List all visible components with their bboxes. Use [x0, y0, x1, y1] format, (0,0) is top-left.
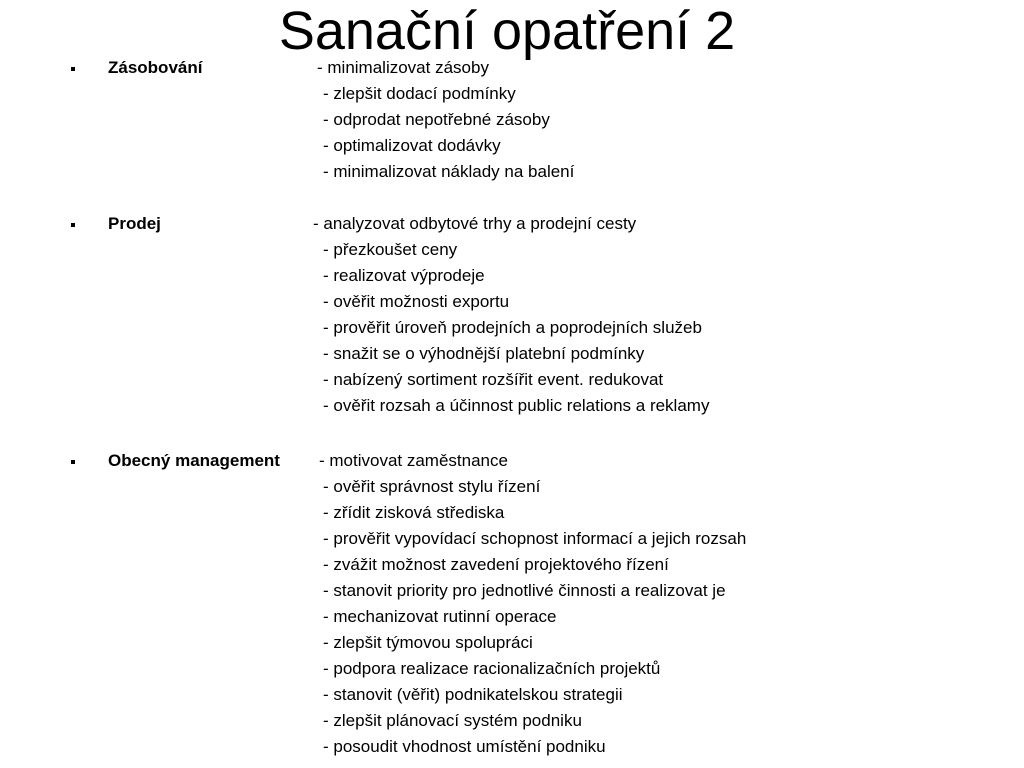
- list-item: - zřídit zisková střediska: [323, 503, 505, 522]
- bullet-icon: [71, 460, 75, 464]
- bullet-icon: [71, 223, 75, 227]
- list-item: - minimalizovat zásoby: [317, 58, 489, 77]
- list-item: - nabízený sortiment rozšířit event. redukovat: [323, 370, 664, 389]
- slide-title: Sanační opatření 2: [278, 1, 736, 61]
- bullet-icon: [71, 67, 75, 71]
- list-item: - podpora realizace racionalizačních projektů: [323, 659, 661, 678]
- list-item: - snažit se o výhodnější platební podmínky: [323, 344, 645, 363]
- list-item: - stanovit priority pro jednotlivé činnosti a realizovat je: [323, 581, 726, 600]
- list-item: - stanovit (věřit) podnikatelskou strategii: [323, 685, 623, 704]
- list-item: - zlepšit plánovací systém podniku: [323, 711, 582, 730]
- list-item: - ověřit správnost stylu řízení: [323, 477, 541, 496]
- list-item: - prověřit vypovídací schopnost informací a jejich rozsah: [323, 529, 747, 548]
- list-item: - zlepšit týmovou spolupráci: [323, 633, 533, 652]
- list-item: - mechanizovat rutinní operace: [323, 607, 557, 626]
- list-item: - motivovat zaměstnance: [319, 451, 508, 470]
- list-item: - přezkoušet ceny: [323, 240, 458, 259]
- list-item: - minimalizovat náklady na balení: [323, 162, 575, 181]
- list-item: - analyzovat odbytové trhy a prodejní cesty: [313, 214, 637, 233]
- list-item: - posoudit vhodnost umístění podniku: [323, 737, 606, 756]
- section-label: Zásobování: [108, 58, 203, 77]
- section-label: Prodej: [108, 214, 161, 233]
- list-item: - zvážit možnost zavedení projektového řízení: [323, 555, 669, 574]
- list-item: - realizovat výprodeje: [323, 266, 485, 285]
- list-item: - ověřit rozsah a účinnost public relations a reklamy: [323, 396, 710, 415]
- list-item: - odprodat nepotřebné zásoby: [323, 110, 550, 129]
- section-label: Obecný management: [108, 451, 280, 470]
- list-item: - prověřit úroveň prodejních a poprodejních služeb: [323, 318, 702, 337]
- list-item: - ověřit možnosti exportu: [323, 292, 510, 311]
- list-item: - zlepšit dodací podmínky: [323, 84, 516, 103]
- list-item: - optimalizovat dodávky: [323, 136, 501, 155]
